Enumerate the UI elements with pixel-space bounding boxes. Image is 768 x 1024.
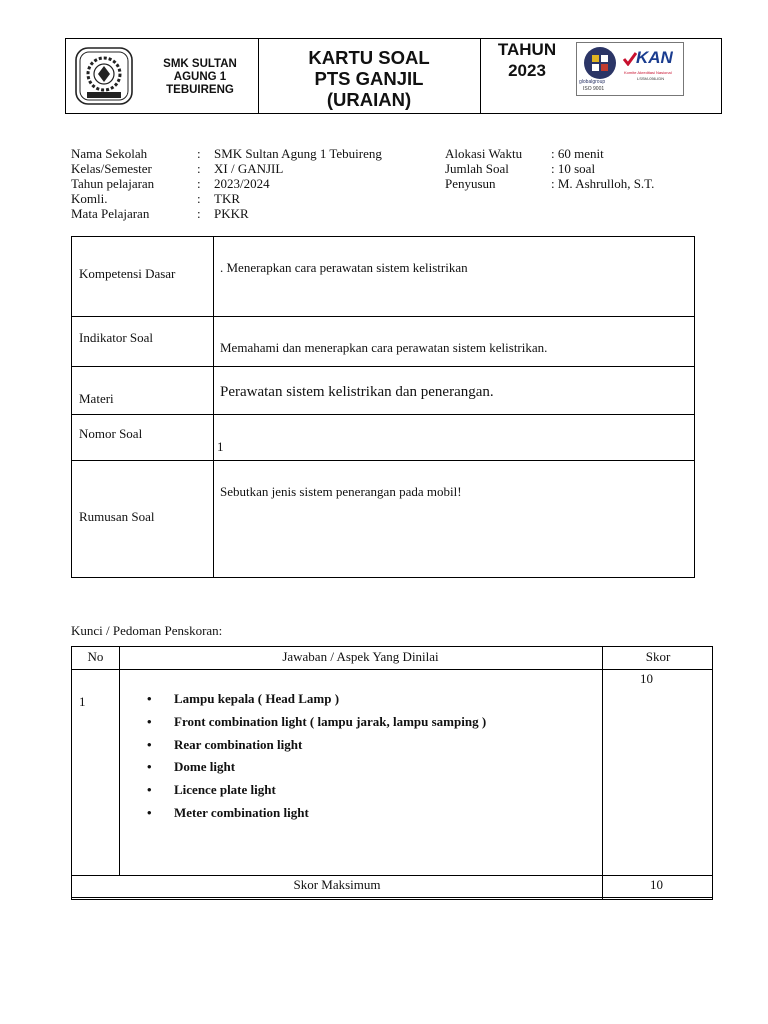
column-divider (119, 647, 120, 875)
materi-label: Materi (79, 391, 114, 406)
header-table (65, 38, 722, 114)
column-divider (213, 237, 214, 577)
row-number: 1 (79, 694, 86, 709)
identity-value: TKR (214, 191, 240, 206)
cert-global-text: globalgroup (579, 79, 606, 85)
indikator-label: Indikator Soal (79, 330, 154, 345)
list-item: • Meter combination light (147, 805, 486, 828)
tahun-line: TAHUN (497, 40, 557, 59)
cert-iso-text: ISO 9001 (583, 86, 605, 92)
title-line: PTS GANJIL (314, 68, 424, 89)
kompetensi-value: . Menerapkan cara perawatan sistem kelistrikan (220, 260, 468, 275)
answer-table (71, 646, 713, 900)
row-divider (72, 366, 694, 367)
row-divider (72, 875, 712, 876)
identity-sep: : (197, 191, 201, 206)
identity-label: Jumlah Soal (445, 161, 509, 176)
kompetensi-label: Kompetensi Dasar (79, 266, 176, 281)
school-line: TEBUIRENG (166, 84, 234, 96)
nomor-value: 1 (217, 439, 224, 454)
rumusan-value: Sebutkan jenis sistem penerangan pada mobil! (220, 484, 462, 499)
identity-label: Mata Pelajaran (71, 206, 150, 221)
tahun-line: 2023 (508, 61, 546, 80)
max-score-value: 10 (650, 877, 663, 892)
page-title (258, 47, 480, 110)
title-cell (258, 39, 481, 113)
cert-kan-code: LSSM-056-IDN (637, 76, 665, 81)
row-divider (72, 316, 694, 317)
identity-value: 2023/2024 (214, 176, 270, 191)
list-item: • Dome light (147, 759, 486, 782)
list-item: • Licence plate light (147, 782, 486, 805)
identity-label: Tahun pelajaran (71, 176, 155, 191)
tahun-cell (480, 39, 723, 113)
row-divider (72, 460, 694, 461)
row-divider (72, 669, 712, 670)
max-score-label: Skor Maksimum (293, 877, 381, 892)
school-name (148, 58, 252, 97)
logo-cell (66, 39, 259, 113)
question-table (71, 236, 695, 578)
header-jawaban: Jawaban / Aspek Yang Dinilai (282, 649, 439, 664)
school-line: AGUNG 1 (173, 71, 227, 83)
header-no: No (87, 649, 104, 664)
rumusan-label: Rumusan Soal (79, 509, 155, 524)
identity-label: Penyusun (445, 176, 496, 191)
identity-value: SMK Sultan Agung 1 Tebuireng (214, 146, 382, 161)
identity-label: Alokasi Waktu (445, 146, 523, 161)
identity-value: XI / GANJIL (214, 161, 284, 176)
cert-kan-sub: Komite Akreditasi Nasional (624, 70, 672, 75)
identity-sep: : (197, 161, 201, 176)
row-divider (72, 897, 712, 898)
check-icon (623, 52, 637, 66)
column-divider (602, 647, 603, 899)
header-skor: Skor (645, 649, 671, 664)
title-line: (URAIAN) (326, 89, 412, 110)
identity-value: : 60 menit (551, 146, 604, 161)
school-line: SMK SULTAN (163, 58, 237, 70)
identity-label: Kelas/Semester (71, 161, 152, 176)
materi-value: Perawatan sistem kelistrikan dan penerangan. (220, 384, 494, 400)
identity-sep: : (197, 206, 201, 221)
list-item: • Rear combination light (147, 737, 486, 760)
certification-logo (576, 42, 684, 96)
list-item: • Front combination light ( lampu jarak, lampu samping ) (147, 714, 486, 737)
identity-sep: : (197, 146, 201, 161)
answer-heading: Kunci / Pedoman Penskoran: (71, 623, 223, 638)
identity-value: : 10 soal (551, 161, 596, 176)
row-score: 10 (640, 671, 653, 686)
indikator-value: Memahami dan menerapkan cara perawatan sistem kelistrikan. (220, 340, 548, 355)
title-line: KARTU SOAL (308, 47, 430, 68)
identity-sep: : (197, 176, 201, 191)
school-logo-icon (75, 47, 133, 105)
row-divider (72, 414, 694, 415)
list-item: • Lampu kepala ( Head Lamp ) (147, 691, 486, 714)
identity-label: Komli. (71, 191, 108, 206)
tahun-label (486, 39, 568, 81)
answer-list (147, 691, 486, 828)
nomor-label: Nomor Soal (79, 426, 143, 441)
identity-value: PKKR (214, 206, 249, 221)
identity-label: Nama Sekolah (71, 146, 148, 161)
cert-kan-text: KAN (636, 48, 673, 67)
identity-value: : M. Ashrulloh, S.T. (551, 176, 655, 191)
